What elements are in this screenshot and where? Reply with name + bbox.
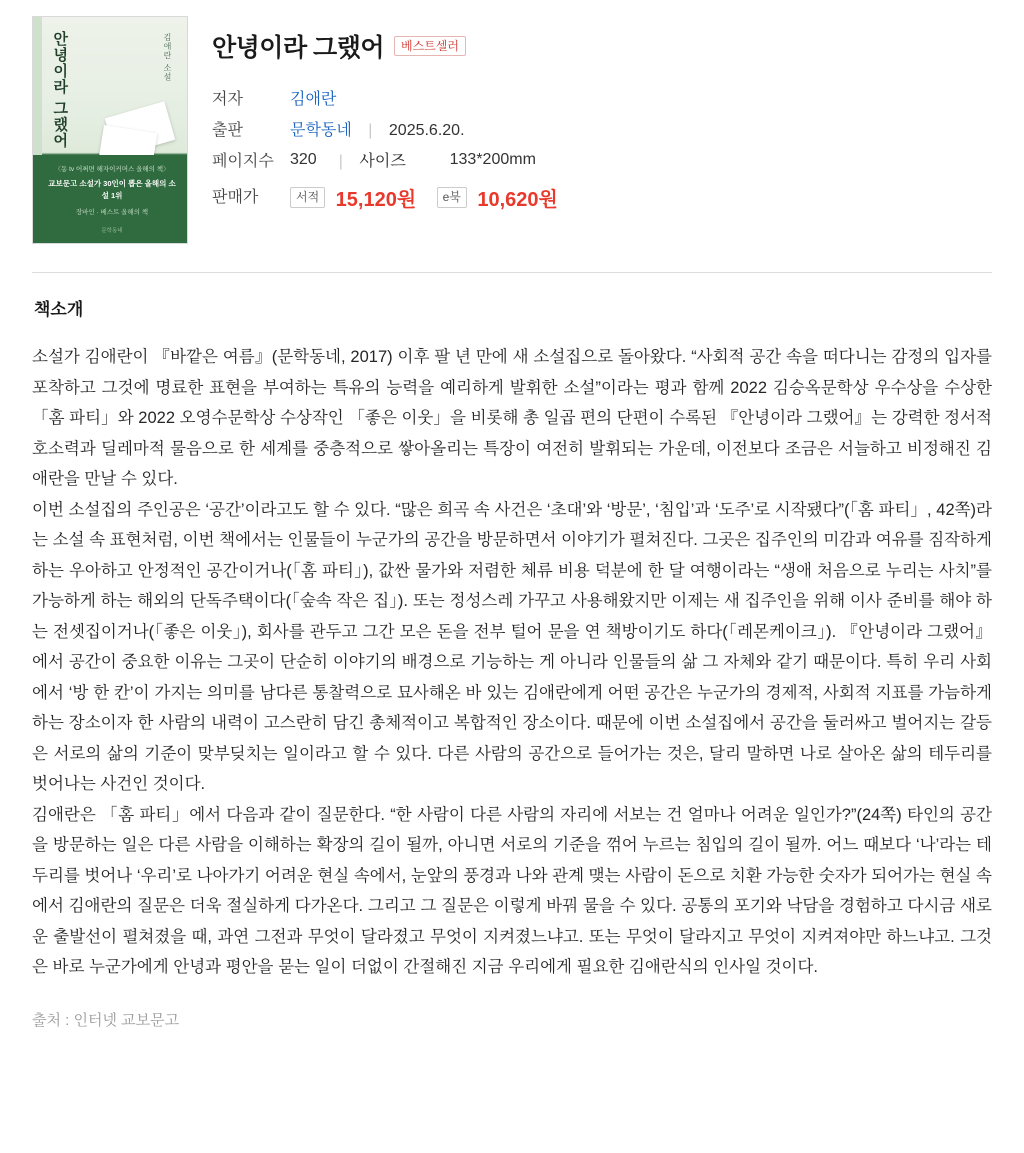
- cover-band-line-3: 장바인 · 베스트 올해의 책: [75, 208, 149, 216]
- book-meta-table: [212, 82, 574, 216]
- pages-label: 페이지수: [212, 153, 274, 170]
- paper-book-tag: 서적: [290, 187, 325, 207]
- book-info: [212, 16, 992, 216]
- cover-title-text: 안녕이라 그랬어: [51, 31, 69, 149]
- author-label: 저자: [212, 91, 243, 108]
- table-row: [212, 144, 574, 175]
- section-heading: 책소개: [34, 300, 84, 319]
- meta-divider: |: [338, 153, 343, 170]
- title-row: [212, 28, 992, 64]
- book-cover-image[interactable]: [32, 16, 188, 244]
- description-section: [32, 295, 992, 1030]
- description-paragraph: 소설가 김애란이 『바깥은 여름』(문학동네, 2017) 이후 팔 년 만에 새 소설집으로 돌아왔다. “사회적 공간 속을 떠다니는 감정의 입자를 포착하고 그것에 명료한 표현을 부여하는 특유의 능력을 예리하게 발휘한 소설”이라는 평과 함께 2022 김승옥문학상 우수상을 수상한 「홈 파티」와 2022 오영수문학상 수상작인 「좋은 이웃」을 비롯해 총 일곱 편의 단편이 수록된 『안녕이라 그랬어』는 강력한 정서적 호소력과 딜레마적 물음으로 한 세계를 중층적으로 쌓아올리는 특장이 여전히 발휘되는 가운데, 이전보다 조금은 서늘하고 비정해진 김애란을 만날 수 있다.: [32, 348, 992, 489]
- size-label: 사이즈: [359, 153, 406, 170]
- author-link[interactable]: 김애란: [290, 91, 337, 108]
- publisher-link[interactable]: 문학동네: [290, 122, 352, 139]
- status-badge: 베스트셀러: [394, 36, 466, 56]
- cover-band-line-4: 문학동네: [101, 227, 123, 234]
- pages-value: 320: [290, 150, 317, 168]
- publisher-label: 출판: [212, 122, 243, 139]
- price-label: 판매가: [212, 189, 259, 206]
- section-divider: [32, 272, 992, 273]
- table-row: [212, 175, 574, 216]
- meta-divider: |: [368, 122, 373, 139]
- page-title: 안녕이라 그랬어: [212, 34, 384, 62]
- cover-author-text: 김애란 소설: [163, 33, 172, 82]
- ebook-price: 10,620원: [477, 189, 558, 211]
- description-paragraph: 이번 소설집의 주인공은 ‘공간’이라고도 할 수 있다. “많은 희곡 속 사건은 ‘초대’와 ‘방문’, ‘침입’과 ‘도주’로 시작됐다”(「홈 파티」, 42쪽)라는 소설 속 표현처럼, 이번 책에서는 인물들이 누군가의 공간을 방문하면서 이야기가 펼쳐진다. 그곳은 집주인의 미감과 여유를 짐작하게 하는 우아하고 안정적인 공간이거나(「홈 파티」), 값싼 물가와 저렴한 체류 비용 덕분에 한 달 여행이라는 “생애 처음으로 누리는 사치”를 가능하게 하는 해외의 단독주택이다(「숲속 작은 집」). 또는 정성스레 가꾸고 사용해왔지만 이제는 새 집주인을 위해 이사 준비를 해야 하는 전셋집이거나(「좋은 이웃」), 회사를 관두고 그간 모은 돈을 전부 털어 문을 연 책방이기도 하다(「레몬케이크」). 『안녕이라 그랬어』에서 공간이 중요한 이유는 그곳이 단순히 이야기의 배경으로 기능하는 게 아니라 인물들의 삶 그 자체와 같기 때문이다. 특히 우리 사회에서 ‘방 한 칸’이 가지는 의미를 남다른 통찰력으로 묘사해온 바 있는 김애란에게 어떤 공간은 누군가의 경제적, 사회적 지표를 가늠하게 하는 장소이자 한 사람의 내력이 고스란히 담긴 총체적이고 복합적인 장소이다. 때문에 이번 소설집에서 공간을 둘러싸고 벌어지는 갈등은 서로의 삶의 기준이 맞부딪치는 일이라고 할 수 있다. 다른 사람의 공간으로 들어가는 것은, 달리 말하면 나로 살아온 삶의 테두리를 벗어나는 사건인 것이다.: [32, 500, 992, 794]
- book-header: [32, 16, 992, 244]
- ebook-tag: e북: [437, 187, 467, 207]
- description-body: [32, 342, 992, 983]
- table-row: [212, 82, 574, 113]
- cover-band-line-2: 교보문고 소설가 30인이 뽑은 올해의 소설 1위: [48, 178, 176, 200]
- cover-band-line-1: 〈동 tv 어쩌면 해자이커머스 올해의 책〉: [54, 166, 170, 173]
- paper-book-price: 15,120원: [335, 189, 417, 211]
- publication-date: 2025.6.20.: [388, 122, 465, 139]
- source-text: 출처 : 인터넷 교보문고: [32, 1011, 180, 1029]
- cover-band: [33, 155, 187, 243]
- description-paragraph: 김애란은 「홈 파티」에서 다음과 같이 질문한다. “한 사람이 다른 사람의 자리에 서보는 건 얼마나 어려운 일인가?”(24쪽) 타인의 공간을 방문하는 일은 다른 사람을 이해하는 확장의 길이 될까, 아니면 서로의 기준을 꺾어 누르는 침입의 길이 될까. 어느 때보다 ‘나’라는 테두리를 벗어나 ‘우리’로 나아가기 어려운 현실 속에서, 눈앞의 풍경과 나와 관계 맺는 사람이 돈으로 치환 가능한 숫자가 되어가는 현실 속에서 김애란의 질문은 더욱 절실하게 다가온다. 그리고 그 질문은 이렇게 바꿔 물을 수 있다. 공통의 포기와 낙담을 경험하고 다시금 새로운 출발선이 펼쳐졌을 때, 과연 그전과 무엇이 달라졌고 무엇이 지켜졌느냐고. 또는 무엇이 달라지고 무엇이 지켜져야만 하느냐고. 그것은 바로 누군가에게 안녕과 평안을 묻는 일이 더없이 간절해진 지금 우리에게 필요한 김애란식의 인사일 것이다.: [32, 805, 992, 977]
- book-cover-container[interactable]: [32, 16, 188, 244]
- size-value: 133*200mm: [449, 150, 536, 168]
- table-row: [212, 113, 574, 144]
